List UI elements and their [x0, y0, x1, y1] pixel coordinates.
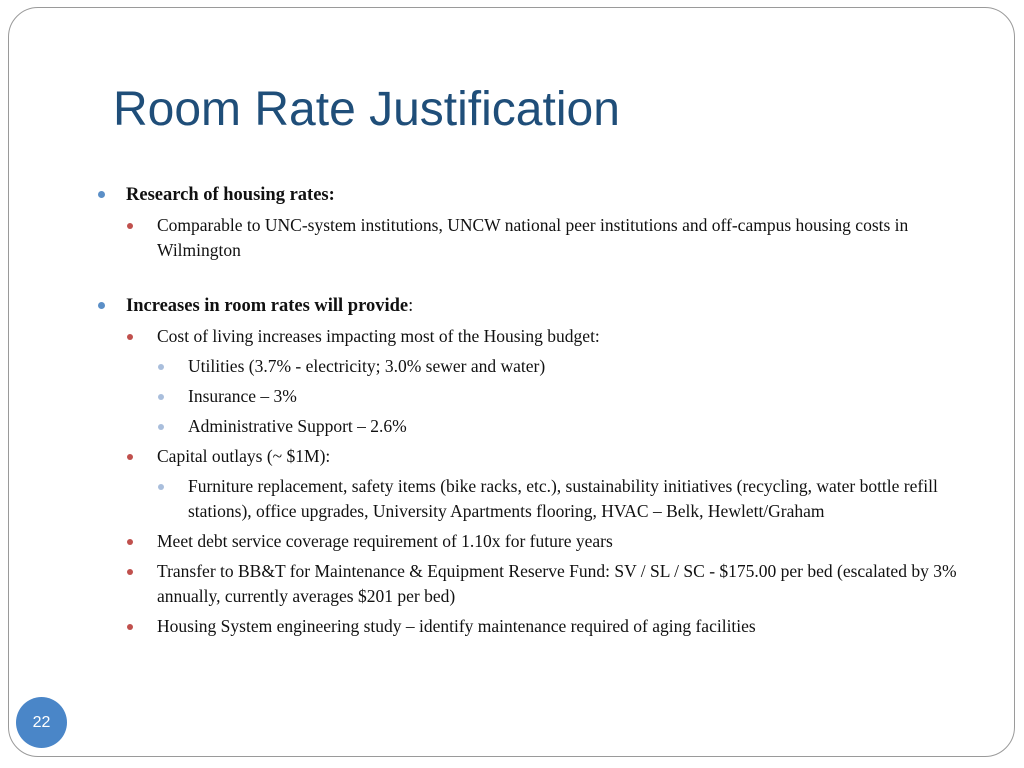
bullet-list	[96, 182, 976, 639]
bullet-research-heading: Research of housing rates:	[126, 185, 335, 205]
bullet-increases-suffix: :	[408, 296, 414, 316]
bullet-transfer: Transfer to BB&T for Maintenance & Equipment Reserve Fund: SV / SL / SC - $175.00 per bed (escalated by 3% annually, currently averages $201 per bed)	[126, 559, 976, 609]
cost-item-admin-support: Administrative Support – 2.6%	[157, 414, 976, 439]
bullet-increases	[96, 293, 976, 639]
bullet-cost-of-living	[126, 324, 976, 439]
page-number-badge: 22	[16, 697, 67, 748]
cost-item-utilities: Utilities (3.7% - electricity; 3.0% sewer and water)	[157, 354, 976, 379]
bullet-research-sub: Comparable to UNC-system institutions, UNCW national peer institutions and off-campus housing costs in Wilmington	[126, 213, 976, 263]
capital-outlays-text: Capital outlays (~ $1M):	[157, 446, 331, 466]
bullet-spacer	[96, 267, 976, 293]
bullet-research	[96, 182, 976, 263]
bullet-increases-heading: Increases in room rates will provide	[126, 296, 409, 316]
bullet-engineering: Housing System engineering study – identify maintenance required of aging facilities	[126, 614, 976, 639]
cost-item-insurance: Insurance – 3%	[157, 384, 976, 409]
slide-title: Room Rate Justification	[113, 83, 620, 136]
bullet-debt-service: Meet debt service coverage requirement of 1.10x for future years	[126, 529, 976, 554]
slide-content	[96, 182, 976, 643]
cost-of-living-text: Cost of living increases impacting most of the Housing budget:	[157, 326, 600, 346]
capital-item-furniture: Furniture replacement, safety items (bike racks, etc.), sustainability initiatives (recycling, water bottle refill stations), office upgrades, University Apartments flooring, HVAC – Belk, Hewlett/Graham	[157, 474, 976, 524]
bullet-capital-outlays	[126, 444, 976, 524]
